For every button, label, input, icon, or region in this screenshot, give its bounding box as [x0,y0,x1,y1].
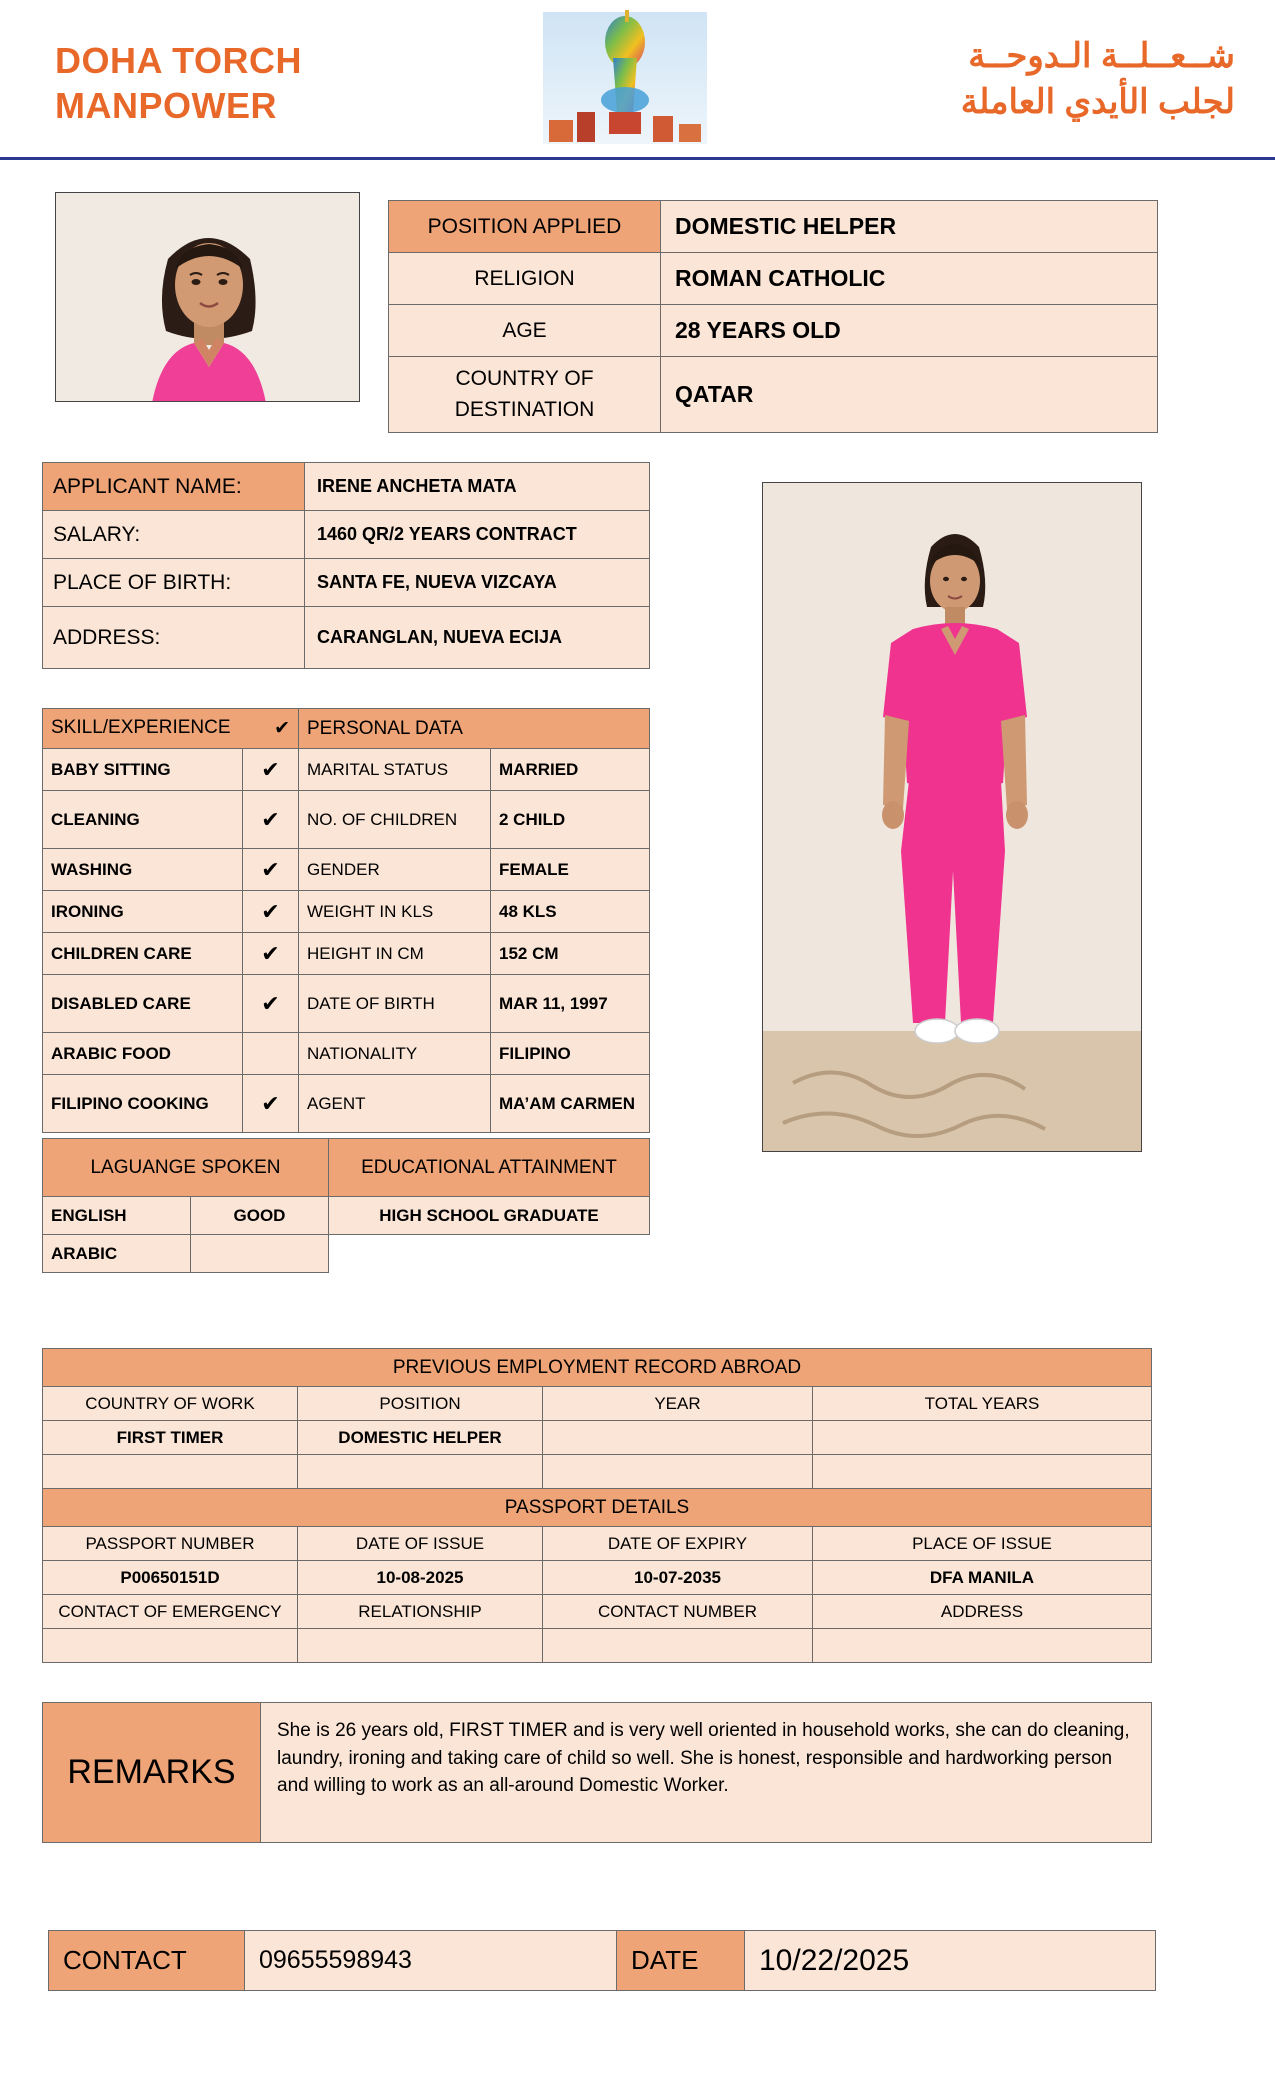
passport-details-banner: PASSPORT DETAILS [43,1489,1152,1527]
arabic-company-name [961,34,1235,126]
address-value: CARANGLAN, NUEVA ECIJA [305,607,650,669]
column-header: CONTACT OF EMERGENCY [43,1595,298,1629]
table-row [43,559,650,607]
arabic-line-2: لجلب الأيدي العاملة [960,82,1235,121]
emergency-address [813,1629,1152,1663]
check-icon: ✔ [243,749,299,791]
date-label: DATE [617,1931,745,1991]
employment-total-years [813,1455,1152,1489]
check-icon: ✔ [243,849,299,891]
language-name: ENGLISH [43,1197,191,1235]
table-row [43,749,650,791]
employment-year [543,1421,813,1455]
company-brand [55,38,302,128]
check-icon: ✔ [274,718,290,739]
personal-data-label: HEIGHT IN CM [299,933,491,975]
check-icon: ✔ [243,791,299,849]
skill-label: CLEANING [43,791,243,849]
check-icon: ✔ [243,1075,299,1133]
employment-country [43,1455,298,1489]
check-icon [243,1033,299,1075]
table-row [43,975,650,1033]
table-row [43,849,650,891]
records-table [42,1348,1152,1663]
personal-data-value: FILIPINO [491,1033,650,1075]
date-value: 10/22/2025 [745,1931,1156,1991]
personal-data-value: 2 CHILD [491,791,650,849]
personal-data-value: 48 KLS [491,891,650,933]
personal-data-label: GENDER [299,849,491,891]
table-header-row [43,1387,1152,1421]
table-row [43,1197,650,1235]
table-row [43,891,650,933]
column-header: POSITION [298,1387,543,1421]
employment-position: DOMESTIC HELPER [298,1421,543,1455]
passport-date-of-issue: 10-08-2025 [298,1561,543,1595]
check-icon: ✔ [243,933,299,975]
age-value: 28 YEARS OLD [661,305,1158,357]
personal-data-label: NO. OF CHILDREN [299,791,491,849]
column-header: TOTAL YEARS [813,1387,1152,1421]
table-row [43,1349,1152,1387]
applicant-headshot-photo [55,192,360,402]
salary-value: 1460 QR/2 YEARS CONTRACT [305,511,650,559]
language-level [191,1235,329,1273]
passport-place-of-issue: DFA MANILA [813,1561,1152,1595]
emergency-number [543,1629,813,1663]
table-header-row [43,1595,1152,1629]
employment-position [298,1455,543,1489]
skill-label: ARABIC FOOD [43,1033,243,1075]
column-header: RELATIONSHIP [298,1595,543,1629]
table-row [43,463,650,511]
column-header: COUNTRY OF WORK [43,1387,298,1421]
applicant-name-label: APPLICANT NAME: [43,463,305,511]
table-row [43,791,650,849]
skill-experience-label: SKILL/EXPERIENCE [51,717,231,738]
table-row [43,1075,650,1133]
passport-number: P00650151D [43,1561,298,1595]
brand-line-1: DOHA TORCH [55,40,302,81]
table-row [43,1455,1152,1489]
applicant-full-body-photo [762,482,1142,1152]
education-value: HIGH SCHOOL GRADUATE [329,1197,650,1235]
column-header: CONTACT NUMBER [543,1595,813,1629]
column-header: PLACE OF ISSUE [813,1527,1152,1561]
table-row [43,1421,1152,1455]
position-applied-label: POSITION APPLIED [389,201,661,253]
salary-label: SALARY: [43,511,305,559]
religion-value: ROMAN CATHOLIC [661,253,1158,305]
personal-data-value: 152 CM [491,933,650,975]
skill-label: DISABLED CARE [43,975,243,1033]
country-destination-value: QATAR [661,357,1158,433]
table-row [49,1931,1156,1991]
place-of-birth-label: PLACE OF BIRTH: [43,559,305,607]
skill-label: CHILDREN CARE [43,933,243,975]
skill-label: FILIPINO COOKING [43,1075,243,1133]
footer-contact-bar [48,1930,1156,1991]
address-label: ADDRESS: [43,607,305,669]
column-header: PASSPORT NUMBER [43,1527,298,1561]
personal-data-value: MARRIED [491,749,650,791]
language-spoken-header: LAGUANGE SPOKEN [43,1139,329,1197]
skill-label: WASHING [43,849,243,891]
education-value-empty [329,1235,650,1273]
employment-total-years [813,1421,1152,1455]
table-row [389,253,1158,305]
contact-value: 09655598943 [245,1931,617,1991]
personal-data-label: AGENT [299,1075,491,1133]
table-row [43,511,650,559]
column-header: DATE OF ISSUE [298,1527,543,1561]
arabic-line-1: شــعــلــة الـدوحــة [968,37,1235,75]
educational-attainment-header: EDUCATIONAL ATTAINMENT [329,1139,650,1197]
personal-data-value: MA’AM CARMEN [491,1075,650,1133]
check-icon: ✔ [243,975,299,1033]
employment-country: FIRST TIMER [43,1421,298,1455]
personal-data-label: WEIGHT IN KLS [299,891,491,933]
column-header: YEAR [543,1387,813,1421]
emergency-relationship [298,1629,543,1663]
table-row [43,1235,650,1273]
language-level: GOOD [191,1197,329,1235]
age-label: AGE [389,305,661,357]
table-header-row [43,1527,1152,1561]
applicant-details-table [42,462,650,669]
brand-line-2: MANPOWER [55,85,277,126]
applicant-name-value: IRENE ANCHETA MATA [305,463,650,511]
remarks-text: She is 26 years old, FIRST TIMER and is very well oriented in household works, she can do cleaning, laundry, ironing and taking care of child so well. She is honest, responsible and hardworking person and willing to work as an all-around Domestic Worker. [261,1703,1152,1843]
table-row [43,1033,650,1075]
personal-data-value: MAR 11, 1997 [491,975,650,1033]
skills-personal-data-table [42,708,650,1133]
language-name: ARABIC [43,1235,191,1273]
skill-label: IRONING [43,891,243,933]
table-row [43,933,650,975]
column-header: DATE OF EXPIRY [543,1527,813,1561]
personal-data-label: MARITAL STATUS [299,749,491,791]
table-row [43,1629,1152,1663]
religion-label: RELIGION [389,253,661,305]
table-row [43,1489,1152,1527]
language-education-table [42,1138,650,1273]
personal-data-value: FEMALE [491,849,650,891]
document-header [0,0,1275,160]
employment-year [543,1455,813,1489]
table-header-row [43,709,650,749]
check-icon: ✔ [243,891,299,933]
personal-data-header: PERSONAL DATA [299,709,650,749]
table-row [389,357,1158,433]
skill-experience-header [43,709,299,749]
remarks-section [42,1702,1152,1843]
table-row [43,1703,1152,1843]
table-row [389,201,1158,253]
personal-data-label: DATE OF BIRTH [299,975,491,1033]
torch-tower-logo-icon [525,8,725,153]
table-header-row [43,1139,650,1197]
contact-label: CONTACT [49,1931,245,1991]
column-header: ADDRESS [813,1595,1152,1629]
position-applied-value: DOMESTIC HELPER [661,201,1158,253]
table-row [43,607,650,669]
country-destination-label: COUNTRY OF DESTINATION [389,357,661,433]
place-of-birth-value: SANTA FE, NUEVA VIZCAYA [305,559,650,607]
skill-label: BABY SITTING [43,749,243,791]
position-info-table [388,200,1158,433]
previous-employment-banner: PREVIOUS EMPLOYMENT RECORD ABROAD [43,1349,1152,1387]
passport-date-of-expiry: 10-07-2035 [543,1561,813,1595]
remarks-label: REMARKS [43,1703,261,1843]
table-row [389,305,1158,357]
table-row [43,1561,1152,1595]
personal-data-label: NATIONALITY [299,1033,491,1075]
emergency-contact [43,1629,298,1663]
